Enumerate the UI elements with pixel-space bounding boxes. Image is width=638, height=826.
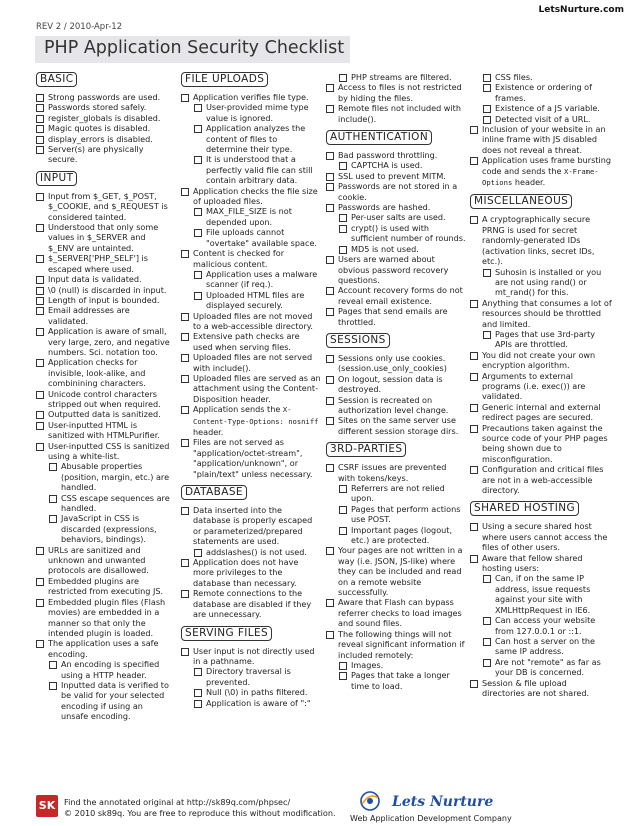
subitem-text: Can, if on the same IP address, issue requests against your site with XMLHttpRequest in IE6.	[495, 573, 591, 615]
sub-checklist	[483, 267, 612, 298]
sub-checklist	[339, 72, 466, 82]
sub-checklist	[194, 547, 321, 557]
item-text: \0 (null) is discarded in input.	[48, 284, 167, 295]
sub-checklist	[49, 461, 172, 544]
item-text: Application checks for invisible, look-alike, and combinining characters.	[48, 357, 146, 389]
checklist-item[interactable]	[36, 305, 172, 326]
checklist-item[interactable]	[326, 545, 466, 597]
item-text: Pages that send emails are throttled.	[338, 306, 448, 327]
section-heading-shared-hosting: SHARED HOSTING	[470, 501, 579, 516]
subitem-text: CSS escape sequences are handled.	[61, 492, 170, 514]
checklist	[470, 72, 612, 188]
checklist	[181, 92, 321, 479]
item-text: Length of input is bounded.	[48, 294, 160, 305]
item-code: X-Frame-Options	[482, 166, 599, 188]
checklist-item[interactable]	[326, 415, 466, 436]
checklist-item[interactable]	[36, 295, 172, 305]
item-text: Passwords are not stored in a cookie.	[338, 181, 458, 202]
checklist-item[interactable]	[470, 464, 612, 495]
checklist-item[interactable]	[326, 181, 466, 202]
checklist-subitem[interactable]	[339, 212, 466, 222]
checklist-subitem[interactable]	[194, 154, 321, 185]
subitem-text: Uploaded HTML files are displayed securely.	[206, 289, 305, 311]
sub-holder	[470, 72, 612, 124]
section-heading-3rd-parties: 3RD-PARTIES	[326, 442, 406, 457]
column-3	[326, 72, 466, 691]
checklist	[36, 191, 172, 722]
checklist	[181, 646, 321, 708]
checklist-subitem[interactable]	[49, 513, 172, 544]
subitem-text: CAPTCHA is used.	[351, 160, 423, 171]
checklist-item[interactable]	[470, 423, 612, 465]
checklist-subitem[interactable]	[194, 698, 321, 708]
checklist	[36, 92, 172, 165]
checklist-item[interactable]	[181, 186, 321, 248]
subitem-text: Null (\0) in paths filtered.	[206, 687, 308, 698]
subitem-text: Referrers are not relied upon.	[351, 483, 445, 504]
item-text: User-inputted HTML is sanitized with HTMLPurifier.	[48, 419, 160, 441]
checklist-item[interactable]	[470, 350, 612, 371]
subitem-text: Abusable properties (position, margin, etc.) are handled.	[61, 461, 170, 493]
checklist-subitem[interactable]	[483, 72, 612, 82]
checklist-subitem[interactable]	[194, 123, 321, 154]
checklist-subitem[interactable]	[194, 547, 321, 557]
checklist-subitem[interactable]	[339, 244, 466, 254]
item-text: Remote connections to the database are disabled if they are unnecessary.	[193, 588, 312, 620]
sub-checklist	[339, 483, 466, 545]
checklist-subitem[interactable]	[194, 290, 321, 311]
checklist-subitem[interactable]	[339, 504, 466, 525]
checklist-item[interactable]	[181, 588, 321, 619]
item-text: Sites on the same server use different session storage dirs.	[338, 415, 459, 436]
lets-nurture-tagline: Web Application Development Company	[350, 814, 512, 823]
subitem-text: Per-user salts are used.	[351, 212, 446, 223]
subitem-text: An encoding is specified using a HTTP header.	[61, 659, 160, 680]
checklist-subitem[interactable]	[483, 573, 612, 615]
item-text: Configuration and critical files are not in a web-accessible directory.	[482, 464, 604, 496]
checklist-item[interactable]	[36, 123, 172, 133]
item-text: Uploaded files are served as an attachment using the Content-Disposition header.	[193, 372, 321, 404]
checklist-item[interactable]	[326, 202, 466, 254]
sub-checklist	[483, 573, 612, 677]
checklist-item[interactable]	[326, 171, 466, 181]
checklist-subitem[interactable]	[194, 666, 321, 687]
checklist-item[interactable]	[470, 155, 612, 188]
checklist-subitem[interactable]	[339, 660, 466, 670]
item-text: register_globals is disabled.	[48, 112, 161, 123]
checklist-subitem[interactable]	[339, 525, 466, 546]
item-text: URLs are sanitized and unknown and unwanted protocols are disallowed.	[48, 544, 149, 576]
revision-label: REV 2 / 2010-Apr-12	[36, 22, 123, 32]
subitem-text: addslashes() is not used.	[206, 546, 307, 557]
item-text: The following things will not reveal significant information if included remotely:	[338, 628, 465, 660]
item-text-cont: header.	[514, 177, 546, 188]
checklist-item[interactable]	[326, 103, 466, 124]
checklist-subitem[interactable]	[49, 461, 172, 492]
checklist-item[interactable]	[326, 82, 466, 103]
checklist-item[interactable]	[470, 298, 612, 350]
checklist-subitem[interactable]	[339, 670, 466, 691]
checklist-item[interactable]	[36, 638, 172, 721]
subitem-text: Can host a server on the same IP address.	[495, 635, 596, 657]
checklist	[181, 505, 321, 619]
checklist-item[interactable]	[326, 395, 466, 416]
item-text: Strong passwords are used.	[48, 92, 161, 102]
item-text: You did not create your own encryption algorithm.	[482, 349, 596, 371]
checklist-item[interactable]	[36, 597, 172, 639]
checklist-item[interactable]	[36, 134, 172, 144]
checklist-item[interactable]	[36, 191, 172, 222]
checklist	[326, 150, 466, 327]
item-text: User input is not directly used in a pathname.	[193, 645, 315, 666]
checklist-subitem[interactable]	[49, 659, 172, 680]
subitem-text: Suhosin is installed or you are not using rand() or mt_rand() for this.	[495, 266, 602, 298]
subitem-text: User-provided mime type value is ignored.	[206, 102, 309, 123]
item-text: Aware that fellow shared hosting users:	[482, 552, 583, 574]
item-text: SSL used to prevent MITM.	[338, 170, 446, 181]
subitem-text: Important pages (logout, etc.) are protected.	[351, 524, 453, 546]
item-text: Account recovery forms do not reveal email existence.	[338, 285, 463, 306]
item-text: Passwords are hashed.	[338, 202, 431, 213]
subitem-text: PHP streams are filtered.	[351, 72, 452, 82]
checklist-item[interactable]	[36, 285, 172, 295]
subitem-text: Application analyzes the content of files to determine their type.	[206, 123, 306, 155]
checklist	[326, 462, 466, 691]
checklist-item[interactable]	[181, 331, 321, 352]
section-heading-authentication: AUTHENTICATION	[326, 130, 432, 145]
checklist-subitem[interactable]	[339, 160, 466, 170]
sub-checklist	[194, 666, 321, 708]
lets-nurture-logo-text: Lets Nurture	[392, 794, 494, 810]
sub-holder	[326, 72, 466, 82]
checklist-subitem[interactable]	[483, 615, 612, 636]
checklist-subitem[interactable]	[49, 493, 172, 514]
sub-checklist	[483, 72, 612, 124]
item-code: X-Content-Type-Options: nosniff	[193, 405, 319, 426]
checklist-subitem[interactable]	[339, 223, 466, 244]
sub-checklist	[49, 659, 172, 721]
item-text: Email addresses are validated.	[48, 305, 130, 326]
checklist-item[interactable]	[326, 462, 466, 545]
item-text: Users are warned about obvious password recovery questions.	[338, 254, 449, 285]
checklist-item[interactable]	[326, 306, 466, 327]
item-text: Remote files not included with include().	[338, 103, 461, 124]
sk89q-logo: SK	[36, 795, 58, 817]
checklist-subitem[interactable]	[483, 329, 612, 350]
checklist-item[interactable]	[470, 124, 612, 155]
checklist-item[interactable]	[181, 92, 321, 186]
item-text: Aware that Flash can bypass referrer checks to load images and sound files.	[338, 597, 462, 629]
checklist-item[interactable]	[181, 248, 321, 310]
item-text: Understood that only some values in $_SERVER and $_ENV are untainted.	[48, 222, 159, 253]
footer	[64, 797, 336, 819]
checklist	[326, 72, 466, 124]
section-heading-sessions: SESSIONS	[326, 333, 390, 348]
subitem-text: Directory traversal is prevented.	[206, 666, 291, 687]
item-text: Application is aware of small, very large, zero, and negative numbers. Sci. notation too.	[48, 326, 170, 357]
checklist-item[interactable]	[181, 646, 321, 708]
checklist-item[interactable]	[36, 144, 172, 165]
item-text: Generic internal and external redirect pages are secured.	[482, 401, 601, 423]
checklist-subitem[interactable]	[483, 636, 612, 657]
item-text: Precautions taken against the source code of your PHP pages being shown due to misconfiguration.	[482, 422, 608, 464]
subitem-text: Pages that perform actions use POST.	[351, 503, 461, 525]
checklist-item[interactable]	[36, 357, 172, 388]
subitem-text: Application uses a malware scanner (if req.).	[206, 268, 318, 290]
checklist-item[interactable]	[326, 374, 466, 395]
item-text: Embedded plugins are restricted from executing JS.	[48, 575, 164, 597]
item-text: Passwords stored safely.	[48, 102, 147, 113]
item-text: The application uses a safe encoding.	[48, 638, 159, 659]
subitem-text: It is understood that a perfectly valid file can still contain arbitrary data.	[206, 154, 313, 186]
subitem-text: Images.	[351, 659, 384, 670]
checklist-item[interactable]	[36, 113, 172, 123]
section-heading-file-uploads: FILE UPLOADS	[181, 72, 268, 87]
checklist-subitem[interactable]	[194, 206, 321, 227]
checklist-subitem[interactable]	[194, 687, 321, 697]
item-text: Server(s) are physically secure.	[48, 144, 144, 165]
item-text: On logout, session data is destroyed.	[338, 373, 443, 395]
item-text: Magic quotes is disabled.	[48, 123, 151, 134]
item-text: $_SERVER['PHP_SELF'] is escaped where used.	[48, 253, 149, 274]
checklist-item[interactable]	[36, 576, 172, 597]
checklist-item[interactable]	[36, 253, 172, 274]
section-heading-input: INPUT	[36, 171, 77, 186]
checklist-item[interactable]	[181, 557, 321, 588]
checklist-subitem[interactable]	[339, 483, 466, 504]
checklist-subitem[interactable]	[483, 267, 612, 298]
subitem-text: Existence or ordering of frames.	[495, 82, 592, 103]
item-text: Content is checked for malicious content.	[193, 248, 285, 269]
checklist-subitem[interactable]	[483, 82, 612, 103]
item-text: Using a secure shared host where users cannot access the files of other users.	[482, 521, 608, 553]
subitem-text: Application is aware of ":"	[206, 697, 311, 708]
checklist-item[interactable]	[326, 285, 466, 306]
checklist-subitem[interactable]	[194, 269, 321, 290]
checklist-subitem[interactable]	[194, 227, 321, 248]
item-text: Extensive path checks are used when serving files.	[193, 331, 300, 352]
subitem-text: Can access your website from 127.0.0.1 or ::1.	[495, 615, 596, 636]
subitem-text: MAX_FILE_SIZE is not depended upon.	[206, 206, 292, 227]
checklist-item[interactable]	[470, 402, 612, 423]
item-text: Unicode control characters stripped out when required.	[48, 388, 161, 409]
sub-checklist	[194, 269, 321, 311]
checklist-item[interactable]	[36, 326, 172, 357]
subitem-text: Inputted data is verified to be valid for your selected encoding if using an unsafe encoding.	[61, 679, 169, 722]
item-text: Your pages are not written in a way (i.e. JSON, JS-like) where they can be included and read on a remote website successfully.	[338, 545, 463, 598]
subitem-text: Pages that use 3rd-party APIs are throttled.	[495, 328, 596, 350]
item-text: Bad password throttling.	[338, 150, 438, 161]
sub-checklist	[194, 102, 321, 185]
checklist-subitem[interactable]	[483, 103, 612, 113]
checklist-item[interactable]	[181, 404, 321, 437]
item-text: Anything that consumes a lot of resources should be throttled and limited.	[482, 297, 612, 329]
checklist	[470, 521, 612, 698]
sub-checklist	[483, 329, 612, 350]
checklist-item[interactable]	[326, 150, 466, 171]
checklist-item[interactable]	[36, 222, 172, 253]
item-text: Application checks the file size of uploaded files.	[193, 185, 318, 207]
item-text: Application sends the	[193, 404, 281, 415]
checklist-item[interactable]	[181, 505, 321, 557]
section-heading-serving-files: SERVING FILES	[181, 626, 272, 641]
item-text: User-inputted CSS is sanitized using a white-list.	[48, 440, 170, 461]
checklist-item[interactable]	[36, 92, 172, 102]
sub-checklist	[194, 206, 321, 248]
checklist-item[interactable]	[181, 352, 321, 373]
item-text: Session & file upload directories are not shared.	[482, 677, 590, 698]
checklist-item[interactable]	[36, 389, 172, 410]
item-text: Application does not have more privileges to the database than necessary.	[193, 557, 299, 588]
item-text: Uploaded files are not moved to a web-accessible directory.	[193, 310, 313, 331]
subitem-text: Detected visit of a URL.	[495, 113, 591, 124]
footer-line-1: Find the annotated original at http://sk89q.com/phpsec/	[64, 797, 291, 807]
checklist-item[interactable]	[36, 274, 172, 284]
checklist-item[interactable]	[181, 373, 321, 404]
item-text: Embedded plugin files (Flash movies) are embedded in a manner so that only the intended plugin is loaded.	[48, 596, 166, 638]
checklist-item[interactable]	[326, 629, 466, 691]
checklist-item[interactable]	[470, 553, 612, 678]
column-2	[181, 72, 321, 708]
item-text: Access to files is not restricted by hiding the files.	[338, 82, 462, 103]
item-text: Inclusion of your website in an inline frame with JS disabled does not reveal a threat.	[482, 124, 606, 155]
checklist-item[interactable]	[470, 678, 612, 699]
item-text: Outputted data is sanitized.	[48, 409, 161, 420]
item-text: Input from $_GET, $_POST, $_COOKIE, and $_REQUEST is considered tainted.	[48, 190, 168, 222]
checklist-item[interactable]	[36, 420, 172, 441]
page-title: PHP Application Security Checklist	[44, 38, 345, 58]
item-text: Application uses frame bursting code and sends the	[482, 155, 611, 176]
item-text: Application verifies file type.	[193, 92, 309, 102]
subitem-text: MD5 is not used.	[351, 243, 419, 254]
checklist-item[interactable]	[36, 545, 172, 576]
subitem-text: Are not "remote" as far as your DB is concerned.	[495, 656, 601, 678]
item-text-cont: header.	[193, 427, 224, 437]
sub-checklist	[339, 212, 466, 254]
checklist	[470, 214, 612, 495]
checklist-item[interactable]	[36, 409, 172, 419]
subitem-text: Existence of a JS variable.	[495, 103, 600, 114]
checklist-item[interactable]	[36, 102, 172, 112]
checklist-item[interactable]	[470, 371, 612, 402]
checklist-item[interactable]	[181, 437, 321, 479]
checklist	[326, 353, 466, 436]
checklist-subitem[interactable]	[194, 102, 321, 123]
column-1	[36, 72, 172, 722]
item-text: Uploaded files are not served with include().	[193, 352, 313, 373]
checklist-item[interactable]	[326, 353, 466, 374]
subitem-text: File uploads cannot "overtake" available space.	[206, 227, 318, 248]
checklist-subitem[interactable]	[49, 680, 172, 722]
sub-checklist	[339, 160, 466, 170]
checklist-item[interactable]	[181, 311, 321, 332]
item-text: Files are not served as "application/octet-stream", "application/unknown", or "plain/text" unless necessary.	[193, 437, 313, 479]
checklist-item[interactable]	[36, 441, 172, 545]
checklist-item[interactable]	[326, 597, 466, 628]
subitem-text: CSS files.	[495, 72, 533, 82]
checklist-item[interactable]	[470, 214, 612, 297]
checklist-subitem[interactable]	[483, 657, 612, 678]
section-heading-basic: BASIC	[36, 72, 77, 87]
footer-line-2: © 2010 sk89q. You are free to reproduce this without modification.	[64, 808, 336, 818]
item-text: CSRF issues are prevented with tokens/keys.	[338, 462, 447, 483]
subitem-text: crypt() is used with sufficient number of rounds.	[351, 222, 466, 244]
item-text: A cryptographically secure PRNG is used for secret randomly-generated IDs (activation links, secret IDs, etc.).	[482, 214, 595, 267]
section-heading-miscellaneous: MISCELLANEOUS	[470, 194, 572, 209]
brand-header: LetsNurture.com	[538, 5, 624, 15]
item-text: Arguments to external programs (i.e. exec()) are validated.	[482, 370, 586, 402]
item-text: Session is recreated on authorization level change.	[338, 394, 449, 415]
checklist-item[interactable]	[326, 254, 466, 285]
subitem-text: JavaScript in CSS is discarded (expressions, behaviors, bindings).	[61, 513, 157, 545]
sub-checklist	[339, 660, 466, 691]
checklist-subitem[interactable]	[339, 72, 466, 82]
column-4	[470, 72, 612, 698]
section-heading-database: DATABASE	[181, 485, 247, 500]
subitem-text: Pages that take a longer time to load.	[351, 670, 450, 691]
checklist-subitem[interactable]	[483, 114, 612, 124]
checklist-item[interactable]	[470, 521, 612, 552]
item-text: display_errors is disabled.	[48, 133, 153, 144]
item-text: Sessions only use cookies. (session.use_only_cookies)	[338, 352, 447, 374]
item-text: Data inserted into the database is properly escaped or parameterized/prepared statements are used.	[193, 505, 313, 547]
item-text: Input data is validated.	[48, 274, 142, 285]
